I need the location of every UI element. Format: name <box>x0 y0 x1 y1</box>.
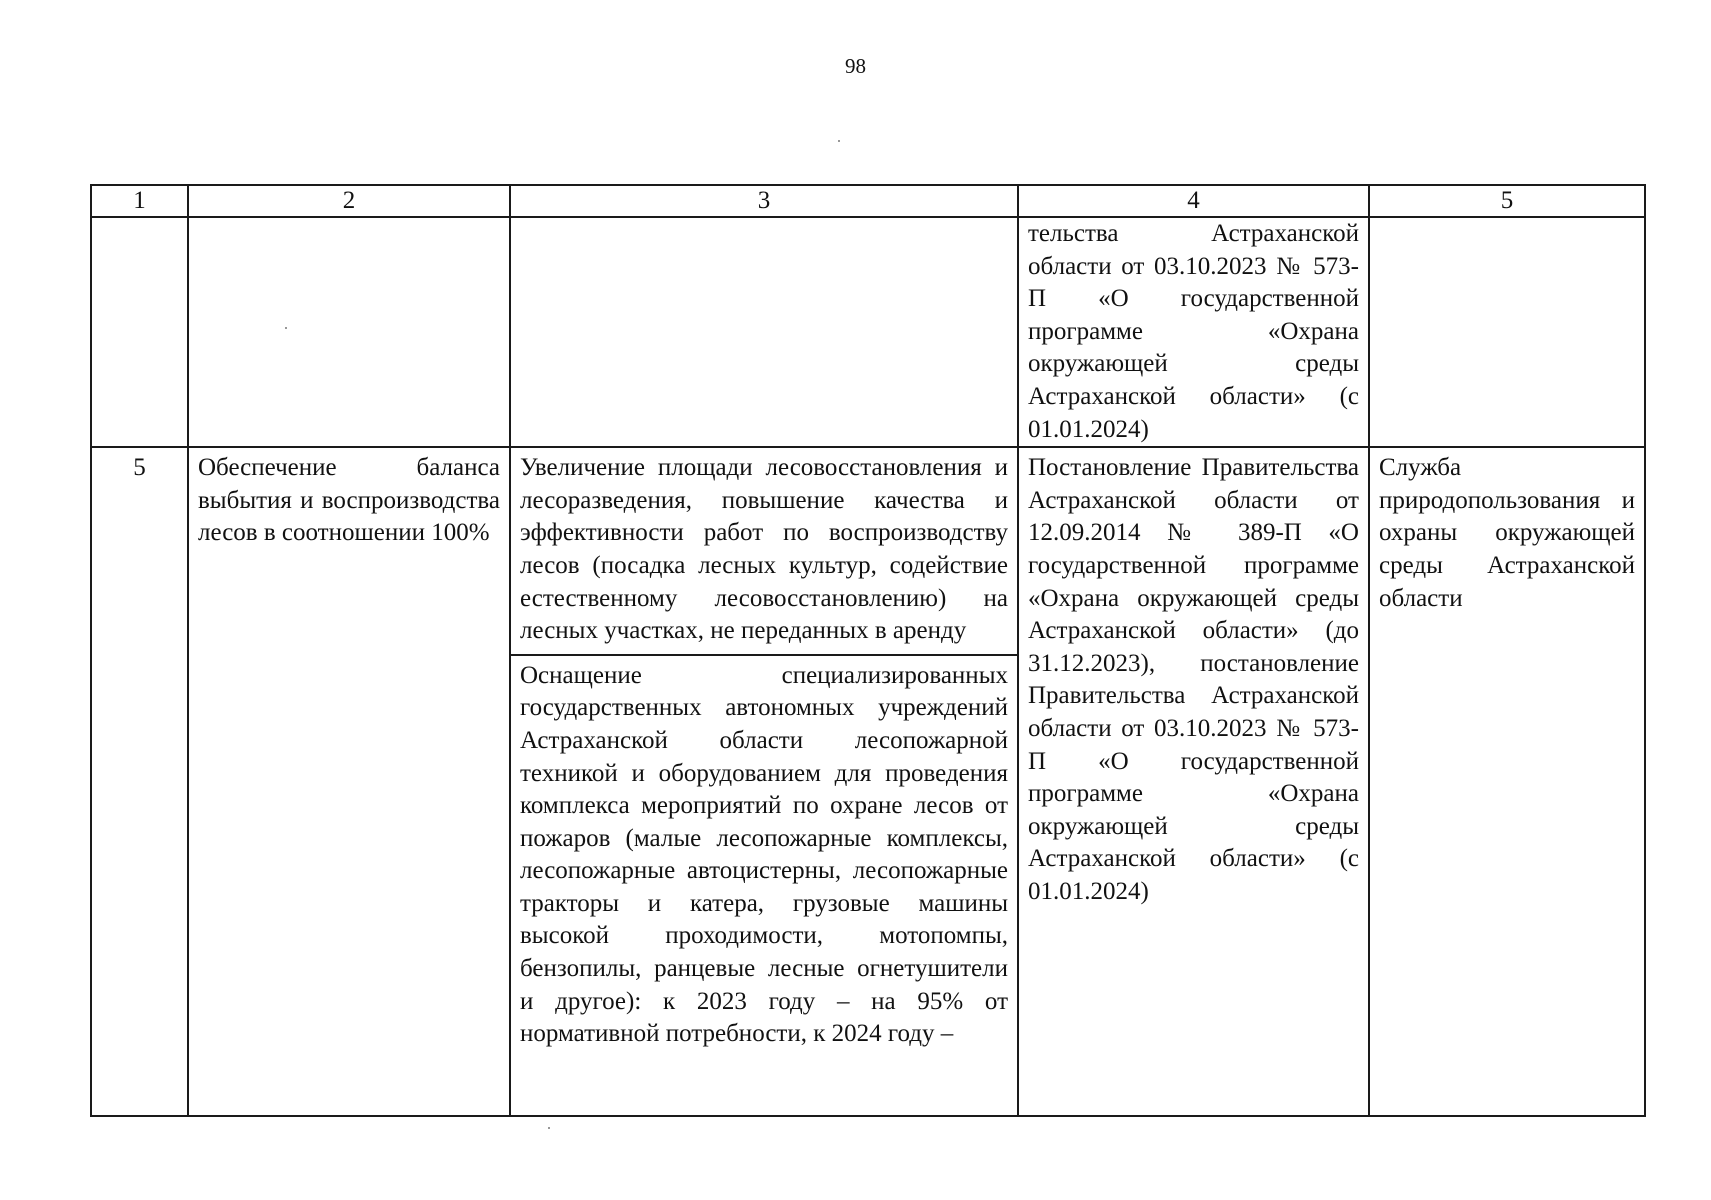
table-header-row <box>91 185 1645 217</box>
cell-responsible: Служба природопользования и охраны окружающей среды Астраханской области <box>1369 447 1645 1116</box>
table-row <box>91 447 1645 1116</box>
scan-speck <box>838 140 840 142</box>
cell-continuation-goal <box>188 217 510 447</box>
document-table <box>90 184 1646 1117</box>
column-header-1: 1 <box>91 185 188 217</box>
cell-continuation-document: тельства Астраханской области от 03.10.2023 № 573-П «О государственной программе «Охрана окружающей среды Астраханской области» (с 01.01.2024) <box>1018 217 1369 447</box>
measure-item-fire-equipment: Оснащение специализированных государственных автономных учреждений Астраханской области лесопожарной техникой и оборудованием для проведения комплекса мероприятий по охране лесов от пожаров (малые лесопожарные комплексы, лесопожарные автоцистерны, лесопожарные тракторы и катера, грузовые машины высокой проходимости, мотопомпы, бензопилы, ранцевые лесные огнетушители и другое): к 2023 году – на 95% от нормативной потребности, к 2024 году – <box>520 661 1008 1048</box>
scan-speck <box>548 1127 550 1129</box>
cell-continuation-measure <box>510 217 1018 447</box>
cell-row-number: 5 <box>91 447 188 1116</box>
column-header-5: 5 <box>1369 185 1645 217</box>
column-header-4: 4 <box>1018 185 1369 217</box>
scan-speck <box>285 327 287 329</box>
table-row-continuation <box>91 217 1645 447</box>
column-header-3: 3 <box>510 185 1018 217</box>
column-header-2: 2 <box>188 185 510 217</box>
cell-document: Постановление Правительства Астраханской области от 12.09.2014 № 389-П «О государственной программе «Охрана окружающей среды Астраханской области» (до 31.12.2023), постановление Правительства Астраханской области от 03.10.2023 № 573-П «О государственной программе «Охрана окружающей среды Астраханской области» (с 01.01.2024) <box>1018 447 1369 1116</box>
cell-measures <box>510 447 1018 1116</box>
cell-continuation-number <box>91 217 188 447</box>
page-number: 98 <box>845 54 866 78</box>
cell-continuation-responsible <box>1369 217 1645 447</box>
measure-item-reforestation: Увеличение площади лесовосстановления и лесоразведения, повышение качества и эффективности работ по воспроизводству лесов (посадка лесных культур, содействие естественному лесовосстановлению) на лесных участках, не переданных в аренду <box>511 448 1017 656</box>
cell-goal: Обеспечение баланса выбытия и воспроизводства лесов в соотношении 100% <box>188 447 510 1116</box>
